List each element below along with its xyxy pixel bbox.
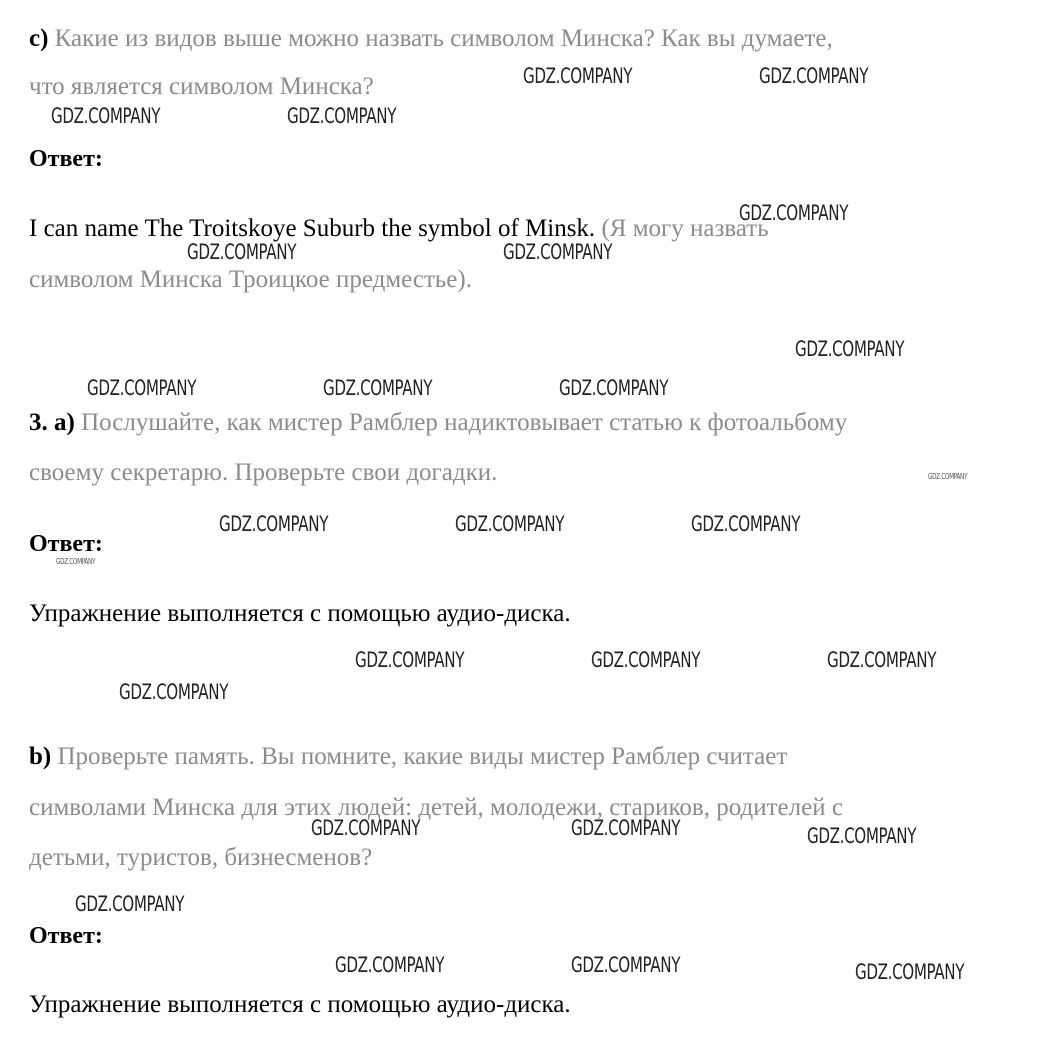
watermark: GDZ.COMPANY: [559, 376, 669, 400]
question-c-label: c): [29, 25, 49, 52]
answer-c-line-2: [29, 265, 472, 295]
answer-b-label: Ответ:: [29, 923, 103, 949]
question-3a-text-2: своему секретарю. Проверьте свои догадки.: [29, 459, 498, 486]
watermark: GDZ.COMPANY: [335, 953, 445, 977]
watermark: GDZ.COMPANY: [759, 64, 869, 88]
watermark: GDZ.COMPANY: [287, 104, 397, 128]
question-3a-text-1: Послушайте, как мистер Рамблер надиктовывает статью к фотоальбому: [81, 409, 848, 436]
answer-c-line-1: [29, 214, 769, 244]
watermark: GDZ.COMPANY: [75, 892, 185, 916]
question-3a-label: 3. a): [29, 409, 75, 436]
watermark: GDZ.COMPANY: [795, 337, 905, 361]
question-b-line-3: [29, 843, 372, 873]
watermark: GDZ.COMPANY: [855, 960, 965, 984]
question-c-line-2: [29, 72, 374, 102]
question-c-line-1: [29, 24, 833, 54]
watermark: GDZ.COMPANY: [56, 557, 96, 566]
watermark: GDZ.COMPANY: [739, 201, 849, 225]
watermark: GDZ.COMPANY: [51, 104, 161, 128]
watermark: GDZ.COMPANY: [455, 512, 565, 536]
watermark: GDZ.COMPANY: [691, 512, 801, 536]
question-b-line-1: [29, 742, 787, 772]
watermark: GDZ.COMPANY: [928, 472, 968, 481]
question-b-text-2: символами Минска для этих людей: детей, молодежи, стариков, родителей с: [29, 794, 843, 821]
watermark: GDZ.COMPANY: [355, 648, 465, 672]
answer-3a-text: Упражнение выполняется с помощью аудио-диска.: [29, 600, 571, 627]
answer-c-label: Ответ:: [29, 146, 103, 172]
question-c-text-1: Какие из видов выше можно назвать символом Минска? Как вы думаете,: [54, 25, 833, 52]
answer-c-russian-2: символом Минска Троицкое предместье).: [29, 266, 472, 293]
watermark: GDZ.COMPANY: [591, 648, 701, 672]
watermark: GDZ.COMPANY: [807, 824, 917, 848]
question-b-label: b): [29, 743, 52, 770]
watermark: GDZ.COMPANY: [119, 680, 229, 704]
answer-c-english: I can name The Troitskoye Suburb the symbol of Minsk.: [29, 215, 596, 242]
watermark: GDZ.COMPANY: [311, 816, 421, 840]
question-b-text-3: детьми, туристов, бизнесменов?: [29, 844, 373, 871]
watermark: GDZ.COMPANY: [187, 240, 297, 264]
answer-b-text: Упражнение выполняется с помощью аудио-диска.: [29, 991, 571, 1018]
watermark: GDZ.COMPANY: [219, 512, 329, 536]
watermark: GDZ.COMPANY: [827, 648, 937, 672]
question-b-text-1: Проверьте память. Вы помните, какие виды мистер Рамблер считает: [57, 743, 788, 770]
watermark: GDZ.COMPANY: [87, 376, 197, 400]
answer-3a-label: Ответ:: [29, 531, 103, 557]
answer-3a-line: [29, 599, 571, 629]
watermark: GDZ.COMPANY: [571, 816, 681, 840]
answer-b-line: [29, 990, 571, 1020]
question-3a-line-1: [29, 408, 847, 438]
watermark: GDZ.COMPANY: [571, 953, 681, 977]
question-b-line-2: [29, 793, 843, 823]
watermark: GDZ.COMPANY: [503, 240, 613, 264]
question-c-text-2: что является символом Минска?: [29, 73, 374, 100]
watermark: GDZ.COMPANY: [323, 376, 433, 400]
answer-c-russian-1: (Я могу назвать: [601, 215, 769, 242]
watermark: GDZ.COMPANY: [523, 64, 633, 88]
question-3a-line-2: [29, 458, 497, 488]
